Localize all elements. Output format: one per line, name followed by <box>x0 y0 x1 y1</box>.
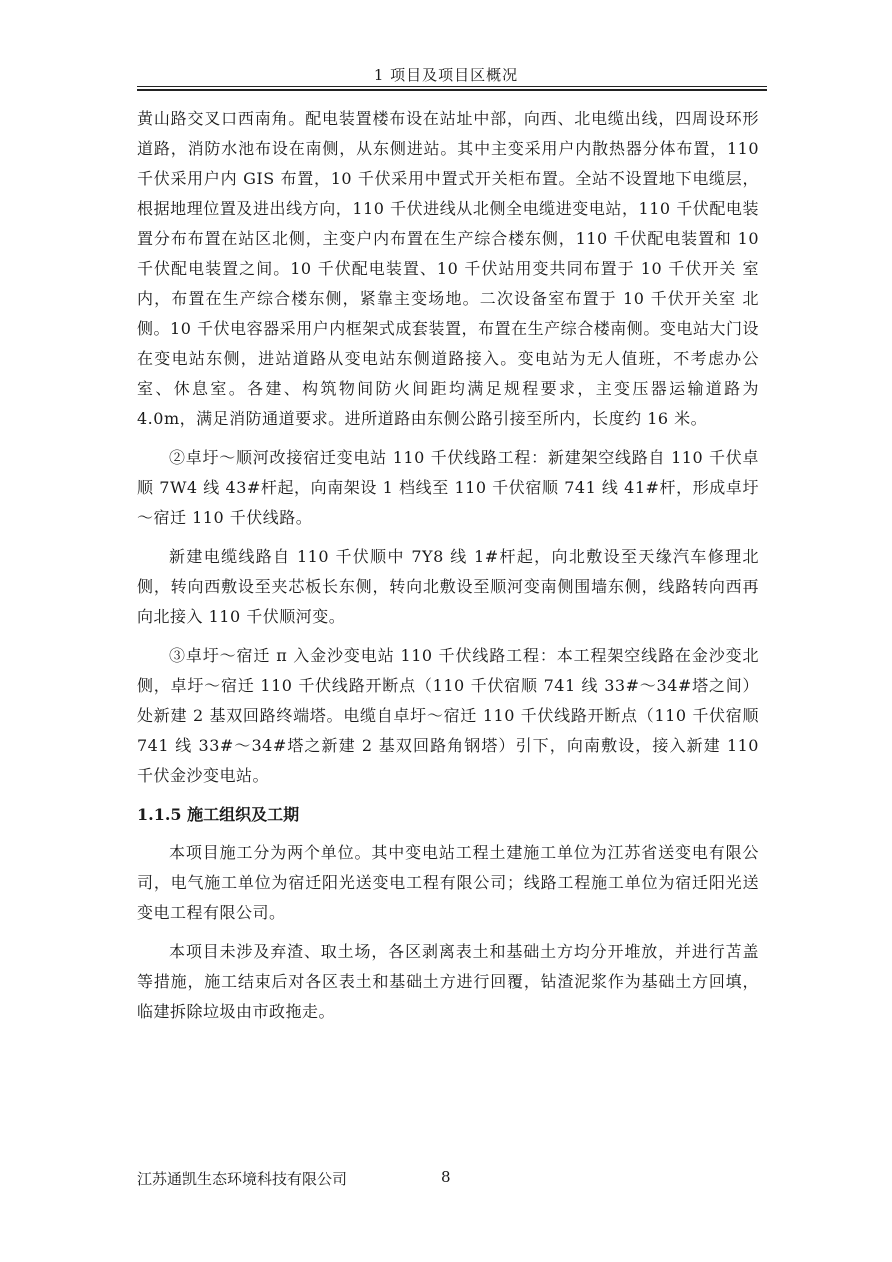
document-body <box>137 104 759 1036</box>
footer-company: 江苏通凯生态环境科技有限公司 <box>137 1170 348 1188</box>
header-rule-thin <box>137 86 767 87</box>
section-heading: 1.1.5 施工组织及工期 <box>137 805 300 824</box>
paragraph-continuation: 黄山路交叉口西南角。配电装置楼布设在站址中部，向西、北电缆出线，四周设环形道路，消防水池布设在南侧，从东侧进站。其中主变采用户内散热器分体布置，110 千伏采用户内 GIS 布置，10 千伏采用中置式开关柜布置。全站不设置地下电缆层，根据地理位置及进出线方向，110 千伏进线从北侧全电缆进变电站，110 千伏配电装置分布布置在站区北侧，主变户内布置在生产综合楼东侧，110 千伏配电装置和 10 千伏配电装置之间。10 千伏配电装置、10 千伏站用变共同布置于 10 千伏开关 室内，布置在生产综合楼东侧，紧靠主变场地。二次设备室布置于 10 千伏开关室 北侧。10 千伏电容器采用户内框架式成套装置，布置在生产综合楼南侧。变电站大门设在变电站东侧，进站道路从变电站东侧道路接入。变电站为无人值班，不考虑办公室、休息室。各建、构筑物间防火间距均满足规程要求，主变压器运输道路为 4.0m，满足消防通道要求。进所道路由东侧公路引接至所内，长度约 16 米。 <box>137 109 759 428</box>
header-rule-thick <box>137 89 767 91</box>
page-header-title: 1 项目及项目区概况 <box>373 66 519 84</box>
paragraph-earthwork: 本项目未涉及弃渣、取土场，各区剥离表土和基础土方均分开堆放，并进行苫盖等措施，施工结束后对各区表土和基础土方进行回覆，钻渣泥浆作为基础土方回填，临建拆除垃圾由市政拖走。 <box>137 942 759 1021</box>
page-number: 8 <box>441 1168 451 1186</box>
paragraph-pi-line: ③卓圩～宿迁 π 入金沙变电站 110 千伏线路工程：本工程架空线路在金沙变北侧，卓圩～宿迁 110 千伏线路开断点（110 千伏宿顺 741 线 33#～34#塔之间）处新建 2 基双回路终端塔。电缆自卓圩～宿迁 110 千伏线路开断点（110 千伏宿顺 741 线 33#～34#塔之新建 2 基双回路角钢塔）引下，向南敷设，接入新建 110 千伏金沙变电站。 <box>137 646 759 785</box>
paragraph-construction-units: 本项目施工分为两个单位。其中变电站工程土建施工单位为江苏省送变电有限公司，电气施工单位为宿迁阳光送变电工程有限公司；线路工程施工单位为宿迁阳光送变电工程有限公司。 <box>137 843 759 922</box>
paragraph-line-reroute: ②卓圩～顺河改接宿迁变电站 110 千伏线路工程：新建架空线路自 110 千伏卓顺 7W4 线 43#杆起，向南架设 1 档线至 110 千伏宿顺 741 线 41#杆，形成卓圩～宿迁 110 千伏线路。 <box>137 448 759 527</box>
paragraph-cable-line: 新建电缆线路自 110 千伏顺中 7Y8 线 1#杆起，向北敷设至天缘汽车修理北侧，转向西敷设至夹芯板长东侧，转向北敷设至顺河变南侧围墙东侧，线路转向西再 向北接入 110 千伏顺河变。 <box>137 547 759 626</box>
